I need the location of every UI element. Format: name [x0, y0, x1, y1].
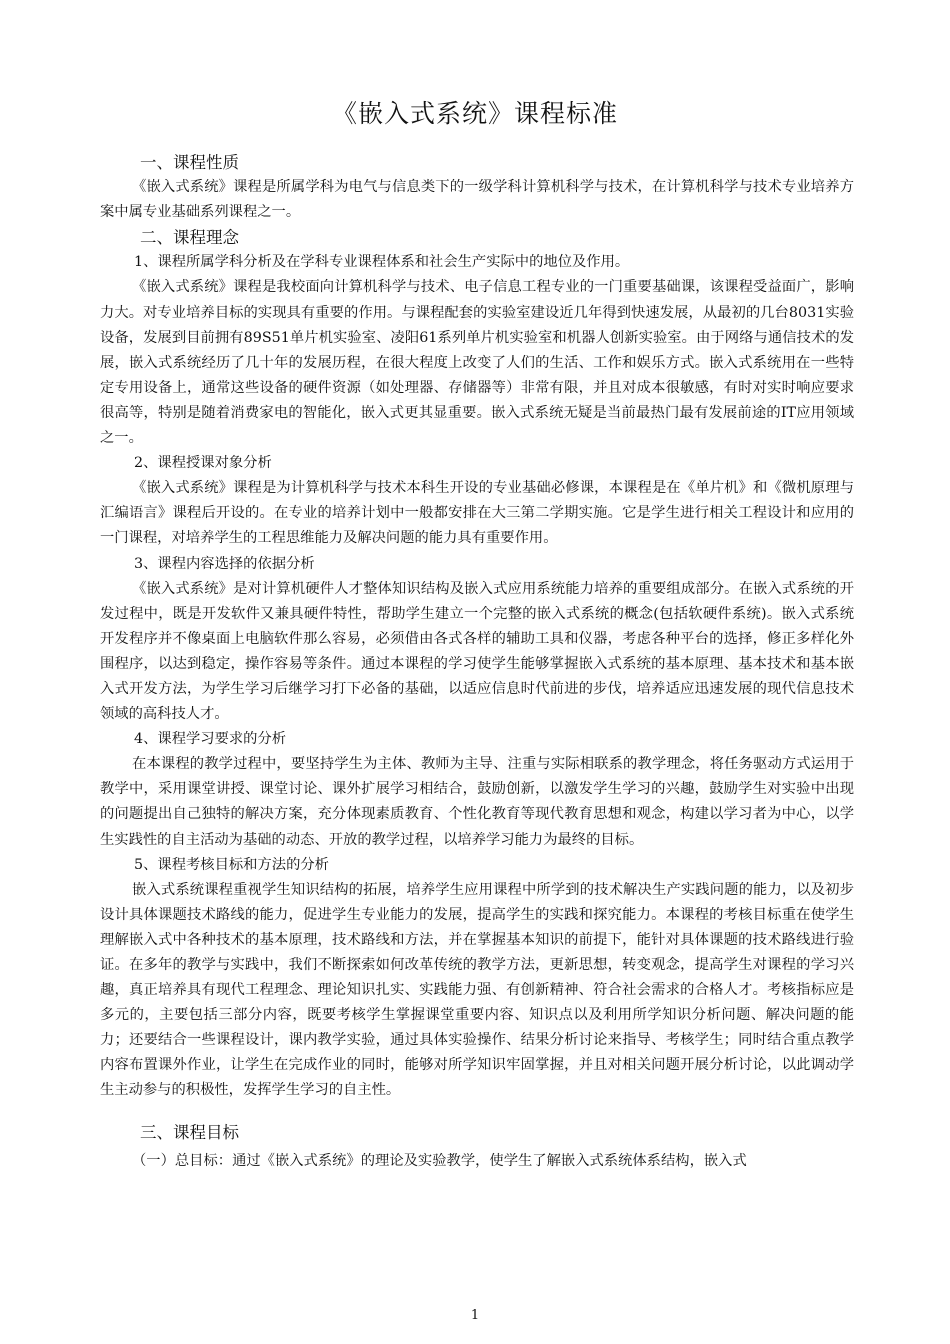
subsection-heading-5: 5、课程考核目标和方法的分析 — [134, 856, 329, 873]
section-body-nature: 《嵌入式系统》课程是所属学科为电气与信息类下的一级学科计算机科学与技术，在计算机科学与技术专业培养方案中属专业基础系列课程之一。 — [100, 179, 854, 221]
section-heading-philosophy: 二、课程理念 — [140, 228, 239, 248]
subsection-heading-1: 1、课程所属学科分析及在学科专业课程体系和社会生产实际中的地位及作用。 — [134, 254, 630, 271]
document-title: 《嵌入式系统》课程标准 — [331, 99, 618, 128]
subsection-body-1: 《嵌入式系统》课程是我校面向计算机科学与技术、电子信息工程专业的一门重要基础课，该课程受益面广，影响力大。对专业培养目标的实现具有重要的作用。与课程配套的实验室建设近几年得到快速发展，从最初的几台8031实验设备，发展到目前拥有89S51单片机实验室、凌阳61系列单片机实验室和机器人创新实验室。由于网络与通信技术的发展，嵌入式系统经历了几十年的发展历程，在很大程度上改变了人们的生活、工作和娱乐方式。嵌入式系统用在一些特定专用设备上，通常这些设备的硬件资源（如处理器、存储器等）非常有限，并且对成本很敏感，有时对实时响应要求很高等，特别是随着消费家电的智能化，嵌入式更其显重要。嵌入式系统无疑是当前最热门最有发展前途的IT应用领域之一。 — [100, 279, 854, 447]
section-heading-nature: 一、课程性质 — [140, 153, 239, 172]
subsection-heading-4: 4、课程学习要求的分析 — [134, 731, 287, 748]
goals-first-line: （一）总目标：通过《嵌入式系统》的理论及实验教学，使学生了解嵌入式系统体系结构，嵌入式 — [132, 1152, 747, 1169]
section-heading-goals: 三、课程目标 — [140, 1122, 239, 1142]
document-body — [100, 150, 854, 1174]
subsection-body-2: 《嵌入式系统》课程是为计算机科学与技术本科生开设的专业基础必修课，本课程是在《单片机》和《微机原理与汇编语言》课程后开设的。在专业的培养计划中一般都安排在大三第二学期实施。它是学生进行相关工程设计和应用的一门课程，对培养学生的工程思维能力及解决问题的能力具有重要作用。 — [100, 480, 854, 547]
subsection-body-5: 嵌入式系统课程重视学生知识结构的拓展，培养学生应用课程中所学到的技术解决生产实践问题的能力，以及初步设计具体课题技术路线的能力，促进学生专业能力的发展，提高学生的实践和探究能力。本课程的考核目标重在使学生理解嵌入式中各种技术的基本原理，技术路线和方法，并在掌握基本知识的前提下，能针对具体课题的技术路线进行验证。在多年的教学与实践中，我们不断探索如何改革传统的教学方法，更新思想，转变观念，提高学生对课程的学习兴趣，真正培养具有现代工程理念、理论知识扎实、实践能力强、有创新精神、符合社会需求的合格人才。考核指标应是多元的，主要包括三部分内容，既要考核学生掌握课堂重要内容、知识点以及利用所学知识分析问题、解决问题的能力；还要结合一些课程设计，课内教学实验，通过具体实验操作、结果分析讨论来指导、考核学生；同时结合重点教学内容布置课外作业，让学生在完成作业的同时，能够对所学知识牢固掌握，并且对相关问题开展分析讨论，以此调动学生主动参与的积极性，发挥学生学习的自主性。 — [100, 881, 854, 1099]
subsection-body-3: 《嵌入式系统》是对计算机硬件人才整体知识结构及嵌入式应用系统能力培养的重要组成部分。在嵌入式系统的开发过程中，既是开发软件又兼具硬件特性，帮助学生建立一个完整的嵌入式系统的概念(包括软硬件系统)。嵌入式系统开发程序并不像桌面上电脑软件那么容易，必须借由各式各样的辅助工具和仪器，考虑各种平台的选择，修正多样化外围程序，以达到稳定，操作容易等条件。通过本课程的学习使学生能够掌握嵌入式系统的基本原理、基本技术和基本嵌入式开发方法，为学生学习后继学习打下必备的基础，以适应信息时代前进的步伐，培养适应迅速发展的现代信息技术领域的高科技人才。 — [100, 580, 854, 723]
subsection-heading-2: 2、课程授课对象分析 — [134, 455, 272, 472]
subsection-body-4: 在本课程的教学过程中，要坚持学生为主体、教师为主导、注重与实际相联系的教学理念，将任务驱动方式运用于教学中，采用课堂讲授、课堂讨论、课外扩展学习相结合，鼓励创新，以激发学生学习的兴趣，鼓励学生对实验中出现的问题提出自己独特的解决方案，充分体现素质教育、个性化教育等现代教育思想和观念，构建以学习者为中心，以学生实践性的自主活动为基础的动态、开放的教学过程，以培养学习能力为最终的目标。 — [100, 756, 854, 848]
subsection-heading-3: 3、课程内容选择的依据分析 — [134, 555, 315, 572]
page-number: 1 — [470, 1308, 480, 1323]
